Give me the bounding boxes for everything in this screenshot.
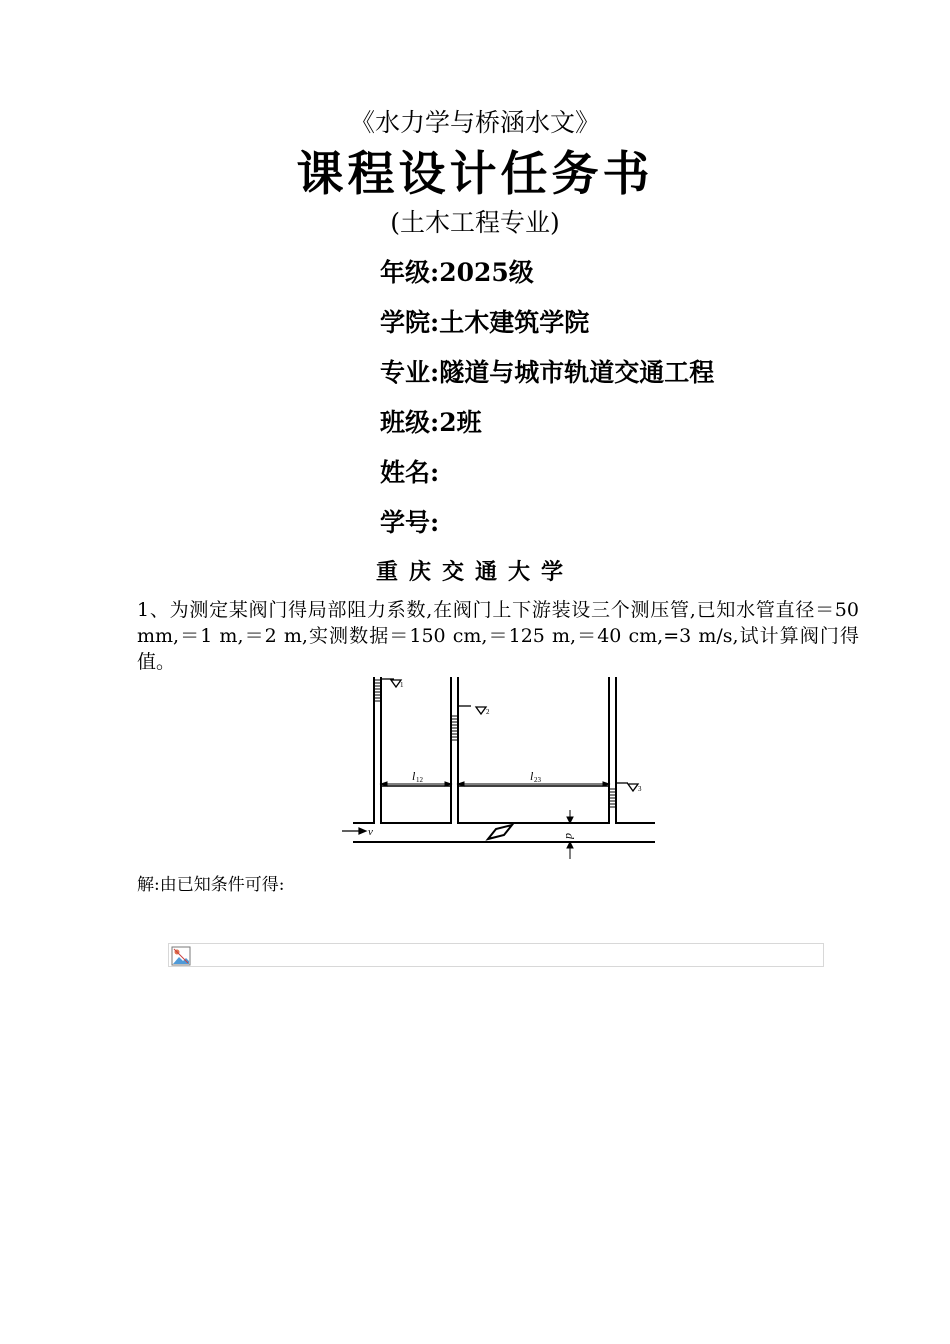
level-label-1: 1 [400, 681, 404, 689]
major-subtitle: (土木工程专业) [390, 208, 560, 237]
class-line: 班级:2班 [380, 408, 482, 437]
formula-image-placeholder [168, 943, 824, 967]
l12-label: l [412, 769, 416, 783]
document-title: 课程设计任务书 [296, 147, 654, 202]
l12-subscript: 12 [416, 776, 423, 784]
diameter-label: d [563, 833, 577, 839]
piezometer-pipe-diagram [338, 672, 658, 864]
solution-intro: 解:由已知条件可得: [137, 875, 285, 895]
name-line: 姓名: [380, 458, 440, 487]
l23-subscript: 23 [534, 776, 541, 784]
course-title: 《水力学与桥涵水文》 [349, 108, 600, 137]
student-info-block [380, 254, 714, 554]
question-text: 1、为测定某阀门得局部阻力系数,在阀门上下游装设三个测压管,已知水管直径＝50 mm,＝1 m,＝2 m,实测数据＝150 cm,＝125 m,＝40 cm,=3 m/s,试计算阀门得值。 [137, 599, 859, 673]
level-label-2: 2 [486, 708, 490, 716]
level-label-3: 3 [638, 785, 642, 793]
velocity-label: v [368, 826, 373, 838]
l23-label: l [530, 769, 534, 783]
college-line: 学院:土木建筑学院 [380, 308, 590, 337]
grade-line: 年级:2025级 [380, 258, 534, 287]
university-name: 重庆交通大学 [375, 559, 574, 585]
valve-symbol [488, 825, 512, 839]
student-id-line: 学号: [380, 508, 440, 537]
broken-image-icon [171, 946, 191, 966]
major-line: 专业:隧道与城市轨道交通工程 [380, 358, 715, 387]
